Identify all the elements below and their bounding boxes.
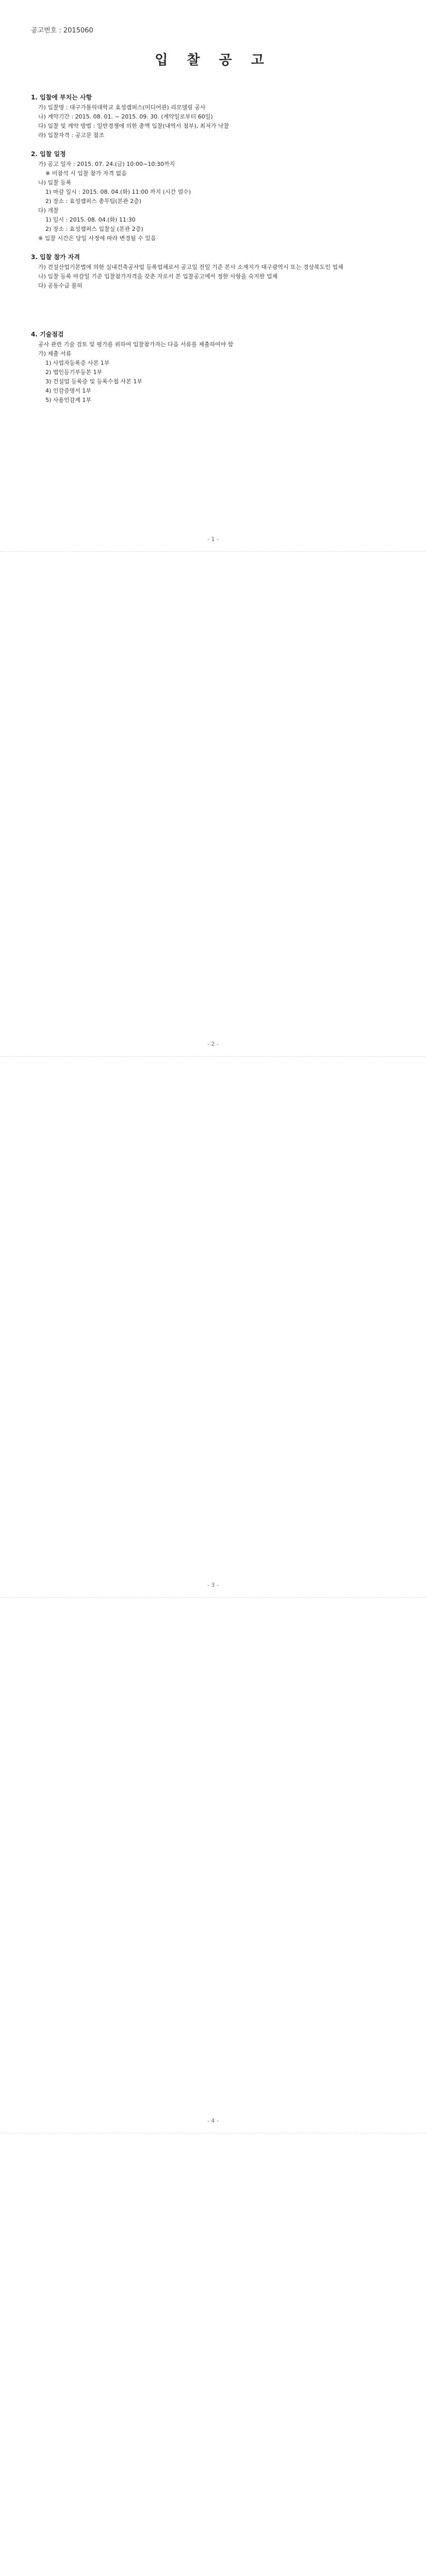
page-divider bbox=[0, 1056, 426, 1057]
section-4-line: 5) 사용인감계 1부 bbox=[45, 397, 92, 403]
section-2-line: 1) 마감 일시 : 2015. 08. 04.(화) 11:00 까지 (시간 엄수) bbox=[45, 189, 191, 195]
page-number: - 2 - bbox=[207, 1041, 219, 1047]
section-2-line: ※ 미참석 시 입찰 참가 자격 없음 bbox=[45, 170, 127, 177]
section-1-line: 라) 입찰자격 : 공고문 참조 bbox=[38, 132, 105, 139]
section-3-line: 다) 공동수급 불허 bbox=[38, 282, 83, 289]
section-2-line: 2) 장소 : 효성캠퍼스 입찰실 (본관 2층) bbox=[45, 226, 143, 232]
section-2-line: 가) 공고 일자 : 2015. 07. 24.(금) 10:00~10:30까지 bbox=[38, 161, 175, 167]
page-title: 입 찰 공 고 bbox=[155, 53, 271, 68]
page-number: - 1 - bbox=[207, 536, 219, 543]
section-1 bbox=[31, 93, 395, 140]
section-2-line: 나) 입찰 등록 bbox=[38, 179, 72, 186]
section-3 bbox=[31, 252, 395, 291]
page-number: - 3 - bbox=[207, 1582, 219, 1588]
section-4-heading: 4. 기술점검 bbox=[31, 331, 64, 338]
section-4-line: 4) 인감증명서 1부 bbox=[45, 387, 92, 394]
section-2-line: 1) 일시 : 2015. 08. 04.(화) 11:30 bbox=[45, 216, 136, 223]
section-2-heading: 2. 입찰 일정 bbox=[31, 150, 66, 158]
section-4-line: 가) 제출 서류 bbox=[38, 350, 72, 357]
section-4-line: 1) 사업자등록증 사본 1부 bbox=[45, 360, 110, 366]
section-3-line: 가) 건설산업기본법에 의한 실내건축공사업 등록업체로서 공고일 전일 기준 본사 소재지가 대구광역시 또는 경상북도인 업체 bbox=[38, 264, 343, 270]
page-divider bbox=[0, 1597, 426, 1598]
publication-number: 공고번호 : 2015060 bbox=[31, 27, 93, 35]
section-1-line: 가) 입찰명 : 대구가톨릭대학교 효성캠퍼스(미디어관) 리모델링 공사 bbox=[38, 104, 206, 111]
section-2-line: ※ 입찰 시간은 당일 사정에 따라 변경될 수 있음 bbox=[38, 235, 156, 242]
section-4-line: 2) 법인등기부등본 1부 bbox=[45, 369, 103, 376]
section-4-line: 공사 관련 기술 검토 및 평가를 위하여 입찰참가자는 다음 서류를 제출하여야 함 bbox=[38, 341, 234, 348]
section-2 bbox=[31, 149, 395, 243]
section-1-line: 나) 계약기간 : 2015. 08. 01. ~ 2015. 09. 30. (계약일로부터 60일) bbox=[38, 113, 213, 120]
section-4-line: 3) 건설업 등록증 및 등록수첩 사본 1부 bbox=[45, 378, 143, 385]
section-3-line: 나) 입찰 등록 마감일 기준 입찰참가자격을 갖춘 자로서 본 입찰공고에서 정한 사항을 숙지한 업체 bbox=[38, 273, 278, 280]
section-3-heading: 3. 입찰 참가 자격 bbox=[31, 253, 80, 261]
page-divider bbox=[0, 551, 426, 552]
page-number: - 4 - bbox=[207, 2117, 219, 2124]
section-1-line: 다) 입찰 및 계약 방법 : 일반경쟁에 의한 총액 입찰(내역서 첨부), 최저가 낙찰 bbox=[38, 123, 230, 129]
section-4 bbox=[31, 330, 395, 405]
section-1-heading: 1. 입찰에 부치는 사항 bbox=[31, 94, 92, 101]
section-2-line: 2) 장소 : 효성캠퍼스 총무팀(본관 2층) bbox=[45, 198, 142, 205]
section-2-line: 다) 개찰 bbox=[38, 207, 59, 214]
